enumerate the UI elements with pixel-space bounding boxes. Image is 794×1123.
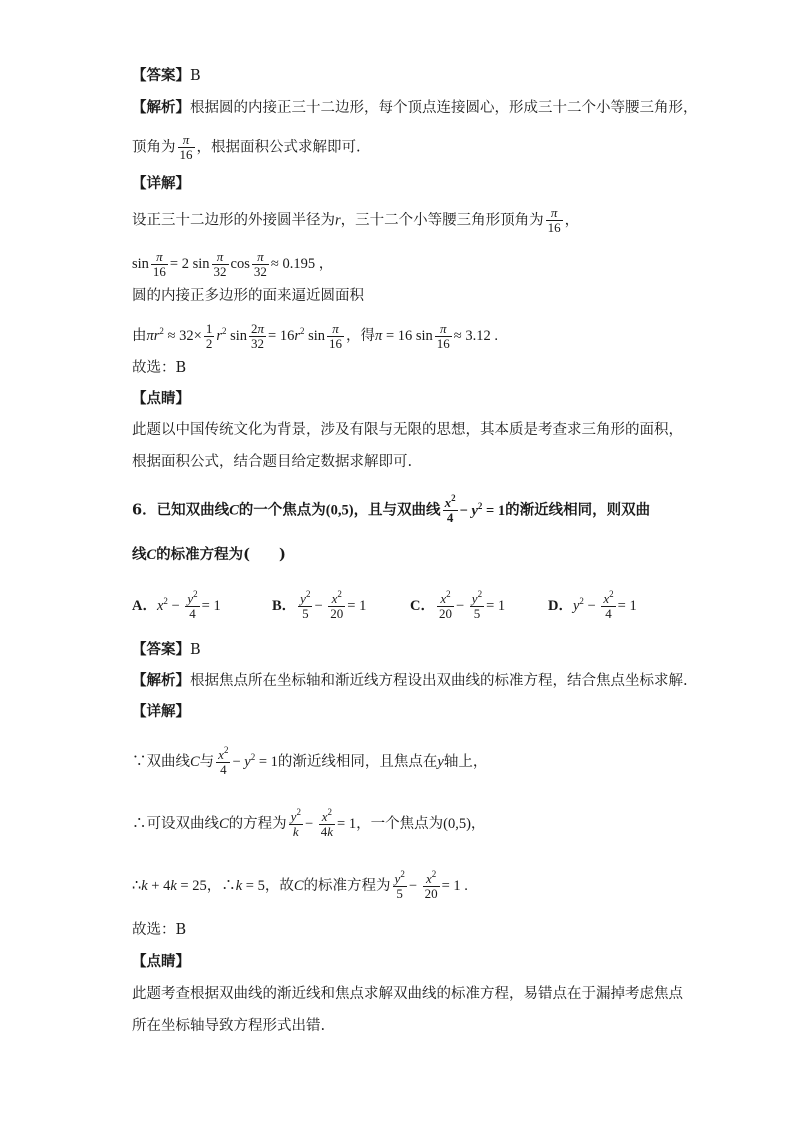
q5-answer: B — [190, 68, 201, 84]
math-var: r — [335, 212, 341, 229]
q5-detail-text: ，得 — [346, 327, 376, 344]
q5-analysis-text: ，根据面积公式求解即可. — [196, 139, 361, 156]
analysis-label: 【解析】 — [132, 99, 190, 116]
q5-detail-text: 圆的内接正多边形的面来逼近圆面积 — [132, 288, 364, 304]
math-fraction: $\frac{1}{2}$ — [205, 321, 213, 351]
q5-detail-line-1: 设正三十二边形的外接圆半径为r，三十二个小等腰三角形顶角为 $\frac{\pi}{16}$ ， — [132, 205, 580, 235]
q6-comment-line-2 — [132, 1016, 325, 1036]
q6-detail-text: ，∴ — [206, 877, 236, 894]
q6-stem-text: 线 — [132, 546, 147, 563]
q6-conclusion-text: 故选：B — [132, 922, 187, 938]
q5-detail-line-4: 由$\pi r^2 \approx 32\times$ $\frac{1}{2}$ $r^2$ sin $\frac{2\pi}{32}$ = $16r^2$ sin $\frac{\pi}{16}$ ，得π = 16 sin $\frac{\pi}{16}$ ≈ 3.12 . — [132, 321, 499, 351]
q6-detail-text: 与 — [199, 753, 215, 770]
q6-comment-line-1 — [132, 984, 683, 1004]
math-fraction: $\frac{\pi}{16}$ — [152, 249, 166, 279]
q6-stem-line-2: 线C的标准方程为( ) — [132, 546, 286, 563]
answer-label: 【答案】 — [132, 641, 190, 658]
q6-detail-text: 的方程为 — [228, 815, 287, 832]
q6-conclusion — [132, 920, 186, 940]
q6-detail-line-2: ∴可设双曲线C的方程为 $\frac{y^2}{k}$ − $\frac{x^2}{4k}$ = 1，一个焦点为(0,5)， — [132, 807, 486, 839]
q6-detail-line-1: ∵双曲线C与 $\frac{x^2}{4}$ − $y^2 = 1$的渐近线相同，且焦点在y轴上， — [132, 745, 488, 777]
q6-detail-label — [132, 702, 190, 722]
q5-comment-text: 根据面积公式，结合题目给定数据求解即可. — [132, 454, 413, 470]
option-label: B． — [272, 597, 297, 614]
q6-detail-text: 轴上， — [443, 753, 488, 770]
q6-comment-text: 所在坐标轴导致方程形式出错. — [132, 1018, 326, 1034]
q6-analysis-text: 根据焦点所在坐标轴和渐近线方程设出双曲线的标准方程，结合焦点坐标求解. — [190, 673, 688, 689]
q6-detail-line-3: ∴k + 4k = 25，∴k = 5，故C的标准方程为 $\frac{y^2}{5}$ − $\frac{x^2}{20}$ = 1 . — [132, 869, 468, 901]
q6-option-b: B． $\frac{y^2}{5}$ − $\frac{x^2}{20}$ = 1 — [272, 589, 367, 621]
q5-comment-text: 此题以中国传统文化为背景，涉及有限与无限的思想，其本质是考查求三角形的面积， — [132, 422, 683, 438]
option-label: A． — [132, 597, 157, 614]
math-fraction: $\frac{y^2}{k}$ — [290, 807, 301, 839]
q6-detail-text: 的标准方程为 — [303, 877, 391, 894]
math-fraction: $\frac{\pi}{16}$ — [547, 205, 561, 235]
q5-analysis-text: 根据圆的内接正三十二边形，每个顶点连接圆心，形成三十二个小等腰三角形， — [190, 100, 698, 116]
q6-detail-text: ∵双曲线 — [132, 753, 190, 770]
q6-stem-text: ，且与双曲线 — [353, 501, 441, 519]
q6-detail-text: 的渐近线相同，且焦点在 — [277, 753, 438, 770]
q6-detail-text: ，故 — [264, 877, 294, 894]
analysis-label: 【解析】 — [132, 672, 190, 689]
math-fraction: $\frac{y^2}{5}$ — [300, 589, 311, 621]
q5-detail-line-3 — [132, 286, 364, 306]
q5-comment-line-1 — [132, 420, 683, 440]
q6-option-d: D．$y^2$ − $\frac{x^2}{4}$ = 1 — [548, 589, 637, 621]
math-fraction: $\frac{x^2}{20}$ — [330, 589, 344, 621]
q5-detail-text: ，三十二个小等腰三角形顶角为 — [340, 212, 544, 229]
q5-detail-label — [132, 174, 190, 194]
q6-comment-label — [132, 952, 190, 972]
q5-answer-line — [132, 66, 201, 86]
q6-stem-text: 的一个焦点为 — [238, 501, 326, 519]
math-fraction: $\frac{\pi}{32}$ — [253, 249, 267, 279]
math-fraction: $\frac{2\pi}{32}$ — [251, 321, 265, 351]
q5-detail-text: ≈ 0.195 ， — [270, 255, 334, 272]
math-fraction: $\frac{x^2}{4}$ — [218, 745, 229, 777]
q6-stem-line-1: 6．已知双曲线C的一个焦点为(0,5)，且与双曲线 $\frac{x^2}{4}$ − $y^2 = 1$的渐近线相同，则双曲 — [132, 493, 651, 525]
math-fraction: $\frac{\pi}{16}$ — [329, 321, 343, 351]
q5-detail-text: ≈ 3.12 . — [453, 327, 499, 344]
detail-label: 【详解】 — [132, 175, 190, 192]
comment-label: 【点睛】 — [132, 390, 190, 407]
q6-answer-line — [132, 640, 201, 660]
math-fraction: $\frac{y^2}{5}$ — [471, 589, 483, 621]
detail-label: 【详解】 — [132, 703, 190, 720]
q5-detail-line-2: sin $\frac{\pi}{16}$ = 2 sin $\frac{\pi}{32}$ cos $\frac{\pi}{32}$ ≈ 0.195 ， — [132, 249, 334, 279]
q5-detail-text: 设正三十二边形的外接圆半径为 — [132, 212, 335, 229]
math-fraction: $\frac{x^2}{4}$ — [444, 493, 456, 525]
q5-analysis-line-1 — [132, 98, 698, 118]
math-fraction: $\frac{x^2}{4k}$ — [320, 807, 334, 839]
math-fraction: $\frac{\pi}{32}$ — [213, 249, 227, 279]
option-label: C． — [410, 597, 435, 614]
q5-conclusion-text: 故选：B — [132, 360, 187, 376]
q6-stem-text: 的渐近线相同，则双曲 — [505, 501, 651, 519]
q5-comment-label — [132, 389, 190, 409]
answer-label: 【答案】 — [132, 67, 190, 84]
option-label: D． — [548, 597, 573, 614]
math-fraction: $\frac{y^2}{4}$ — [187, 589, 198, 621]
math-fraction: $\frac{\pi}{16}$ — [436, 321, 450, 351]
math-fraction: $\frac{y^2}{5}$ — [394, 869, 405, 901]
q6-answer: B — [190, 642, 201, 658]
q6-stem-text: 的标准方程为( ) — [156, 546, 286, 563]
q6-detail-text: ，一个焦点为 — [356, 815, 444, 832]
q5-analysis-line-2 — [132, 133, 361, 162]
q6-option-c: C． $\frac{x^2}{20}$ − $\frac{y^2}{5}$ = 1 — [410, 589, 506, 621]
q6-comment-text: 此题考查根据双曲线的渐近线和焦点求解双曲线的标准方程，易错点在于漏掉考虑焦点 — [132, 986, 683, 1002]
math-fraction: $\frac{\pi}{16}$ — [179, 132, 193, 162]
q6-detail-text: ∴可设双曲线 — [132, 815, 219, 832]
q5-comment-line-2 — [132, 452, 412, 472]
q5-analysis-text: 顶角为 — [132, 139, 176, 156]
q6-option-a: A．$x^2$ − $\frac{y^2}{4}$ = 1 — [132, 589, 221, 621]
q6-analysis-line — [132, 671, 688, 691]
q5-conclusion — [132, 358, 186, 378]
math-fraction: $\frac{x^2}{4}$ — [603, 589, 614, 621]
math-fraction: $\frac{x^2}{20}$ — [438, 589, 452, 621]
comment-label: 【点睛】 — [132, 953, 190, 970]
math-fraction: $\frac{x^2}{20}$ — [424, 869, 438, 901]
q5-detail-text: 由 — [132, 327, 147, 344]
q6-detail-text: ， — [470, 815, 486, 832]
q6-stem-text: 6．已知双曲线 — [132, 501, 230, 519]
